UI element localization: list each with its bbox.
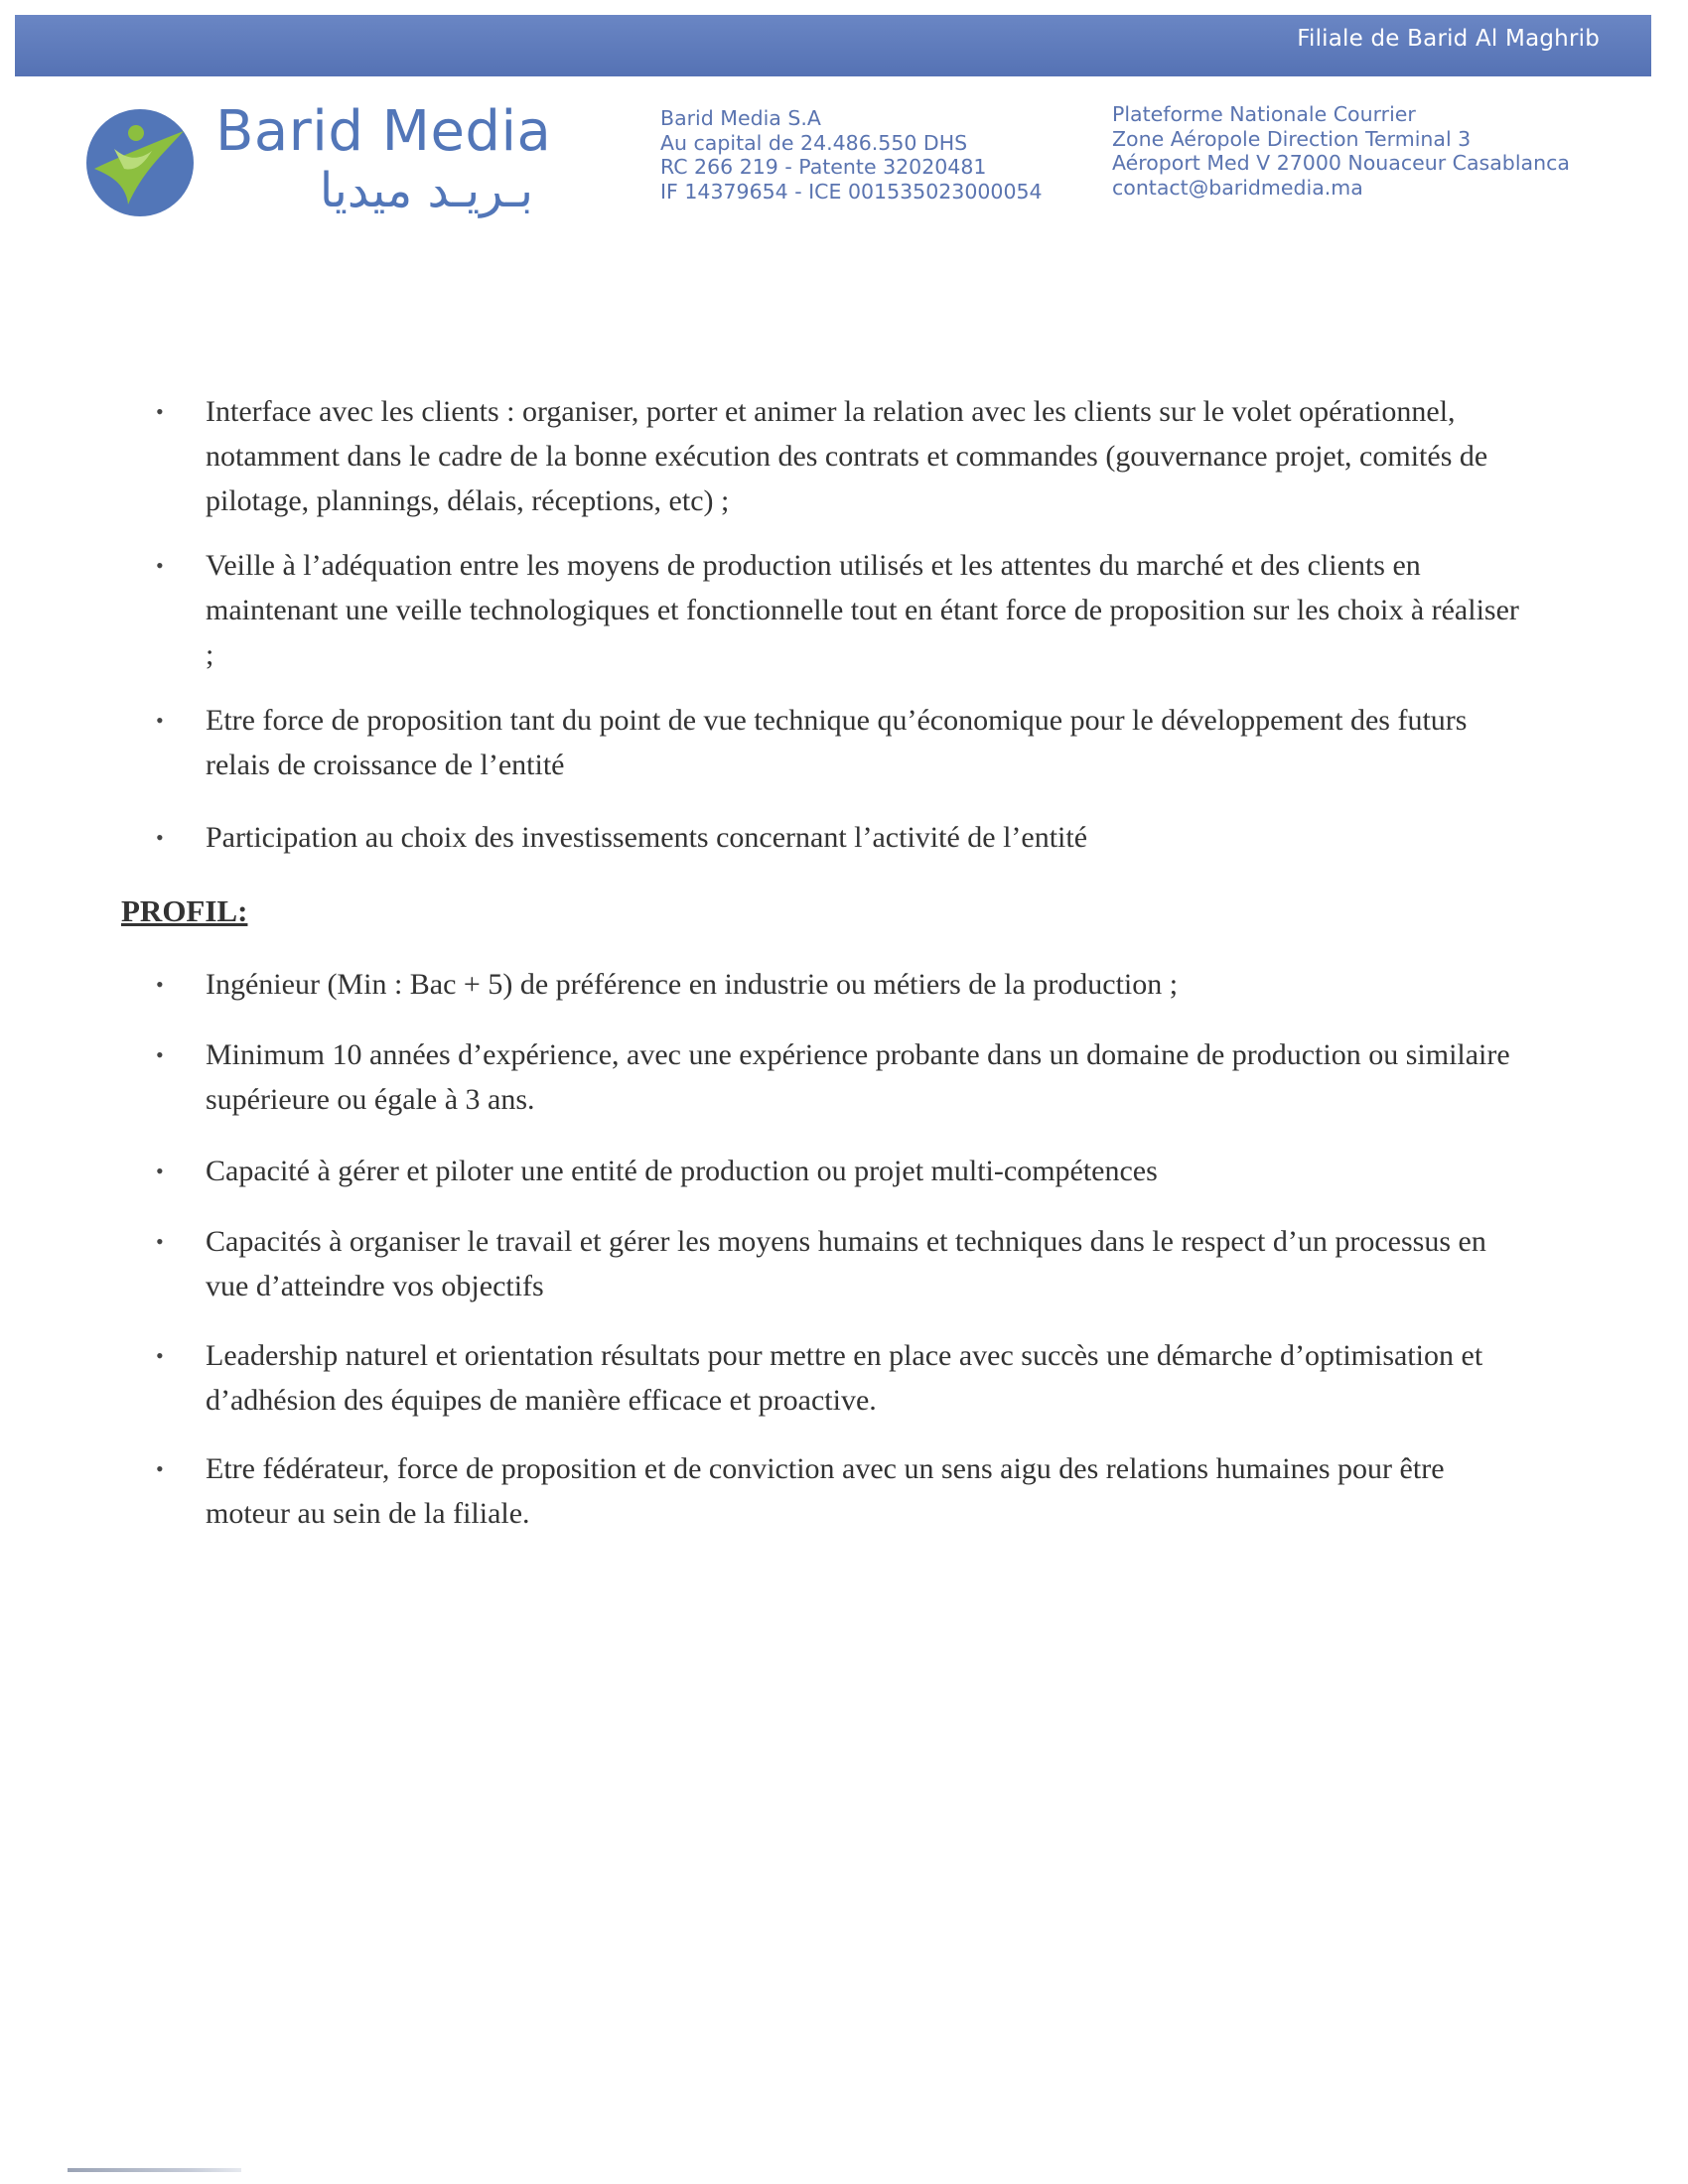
bullet-icon: •	[156, 1159, 164, 1183]
profil-heading: PROFIL:	[121, 893, 248, 928]
mission-text: Participation au choix des investissements concernant l’activité de l’entité	[206, 821, 1088, 854]
footer-divider	[68, 2168, 241, 2172]
profil-text: Leadership naturel et orientation résultats pour mettre en place avec succès une démarche d’optimisation et d’adhésion des équipes de manière efficace et proactive.	[206, 1339, 1483, 1417]
mission-text: Interface avec les clients : organiser, porter et animer la relation avec les clients sur le volet opérationnel, notamment dans le cadre de la bonne exécution des contrats et commandes (gouvernance projet, comités de pilotage, plannings, délais, réceptions, etc) ;	[206, 395, 1488, 517]
mission-text: Veille à l’adéquation entre les moyens de production utilisés et les attentes du marché et des clients en maintenant une veille technologiques et fonctionnelle tout en étant force de proposition sur les choix à réaliser ;	[206, 549, 1519, 671]
profil-item	[156, 1149, 1526, 1193]
profil-item	[156, 1446, 1526, 1536]
bullet-icon: •	[156, 1456, 164, 1481]
profil-text: Capacités à organiser le travail et gérer les moyens humains et techniques dans le respect d’un processus en vue d’atteindre vos objectifs	[206, 1225, 1486, 1302]
profil-text: Etre fédérateur, force de proposition et de conviction avec un sens aigu des relations humaines pour être moteur au sein de la filiale.	[206, 1452, 1445, 1530]
address-line: Aéroport Med V 27000 Nouaceur Casablanca	[1112, 151, 1570, 175]
profil-item	[156, 1333, 1526, 1423]
bullet-icon: •	[156, 1042, 164, 1067]
address-line: Zone Aéropole Direction Terminal 3	[1112, 126, 1472, 151]
company-info-line: Au capital de 24.486.550 DHS	[660, 130, 968, 155]
company-info-line: IF 14379654 - ICE 001535023000054	[660, 179, 1043, 204]
company-address	[1112, 102, 1570, 200]
company-info-line: Barid Media S.A	[660, 106, 821, 130]
bullet-icon: •	[156, 399, 164, 424]
mission-item	[156, 389, 1526, 523]
logo-arabic-wordmark: بـريـد ميديا	[319, 163, 533, 218]
bullet-icon: •	[156, 972, 164, 997]
profil-text: Minimum 10 années d’expérience, avec une expérience probante dans un domaine de production ou similaire supérieure ou égale à 3 ans.	[206, 1038, 1510, 1116]
bullet-icon: •	[156, 825, 164, 850]
mission-item	[156, 543, 1526, 677]
profil-item	[156, 1219, 1526, 1308]
profil-item	[156, 1032, 1526, 1122]
company-legal-info	[660, 106, 1043, 204]
profil-text: Ingénieur (Min : Bac + 5) de préférence en industrie ou métiers de la production ;	[206, 968, 1179, 1001]
bullet-icon: •	[156, 708, 164, 733]
parent-company-label: Filiale de Barid Al Maghrib	[1297, 26, 1600, 52]
profil-item	[156, 962, 1526, 1007]
bullet-icon: •	[156, 553, 164, 578]
contact-email: contact@baridmedia.ma	[1112, 175, 1363, 200]
mission-item	[156, 698, 1526, 787]
bullet-icon: •	[156, 1229, 164, 1254]
company-logo	[84, 99, 551, 228]
company-info-line: RC 266 219 - Patente 32020481	[660, 155, 987, 179]
profil-text: Capacité à gérer et piloter une entité de production ou projet multi-compétences	[206, 1155, 1158, 1187]
mission-text: Etre force de proposition tant du point de vue technique qu’économique pour le développement des futurs relais de croissance de l’entité	[206, 704, 1468, 781]
mission-item	[156, 815, 1526, 860]
address-line: Plateforme Nationale Courrier	[1112, 102, 1416, 126]
bullet-icon: •	[156, 1343, 164, 1368]
header-banner	[15, 15, 1651, 76]
logo-wordmark: Barid Media	[215, 99, 552, 164]
barid-media-logo-icon	[84, 107, 196, 218]
